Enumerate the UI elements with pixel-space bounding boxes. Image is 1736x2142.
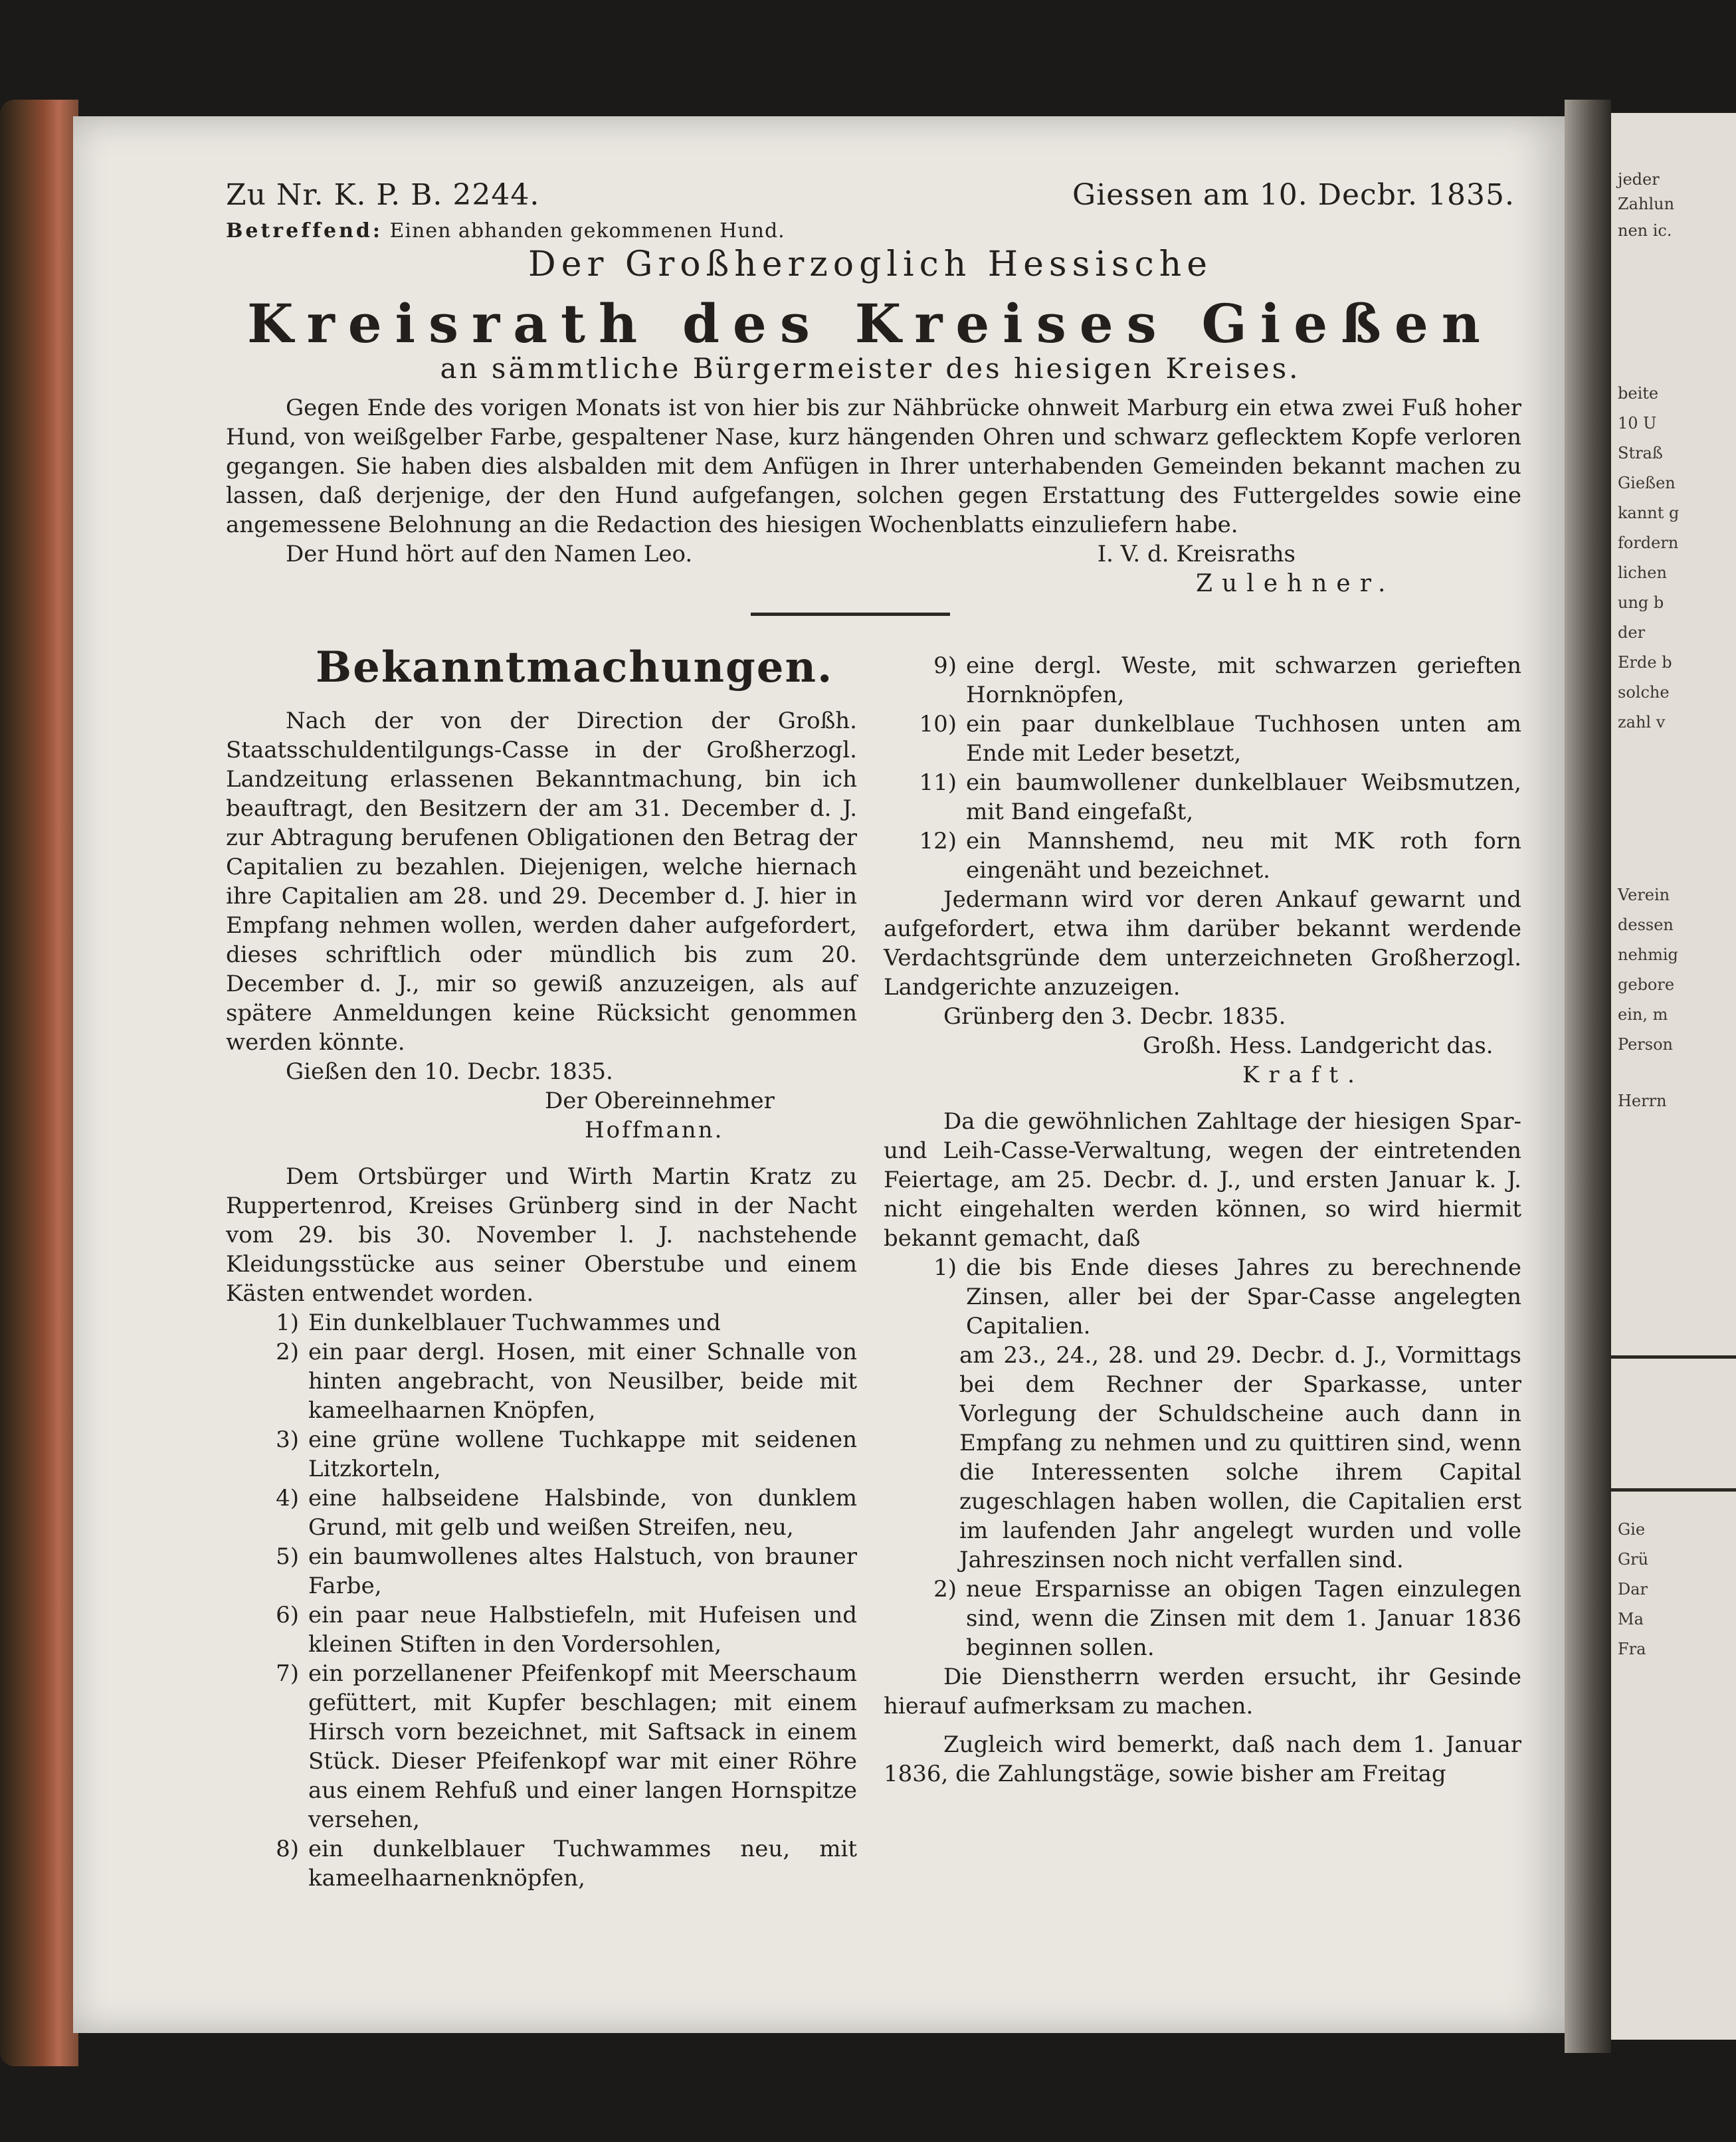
dog-notice-footer [286,539,1521,569]
adjacent-fragment: Gießen [1618,474,1676,492]
subject-text: Einen abhanden gekommenen Hund. [389,219,785,243]
adjacent-fragment: Erde b [1618,653,1672,672]
list-item [226,1308,857,1337]
item-text: eine halbseidene Halsbinde, von dunklem Grund, mit gelb und weißen Streifen, neu, [308,1485,857,1541]
item-text: neue Ersparnisse an obigen Tagen einzulegen sind, wenn die Zinsen mit dem 1. Januar 1836 beginnen sollen. [966,1576,1521,1661]
book-gutter [1565,100,1611,2053]
item-text: ein paar neue Halbstiefeln, mit Hufeisen und kleinen Stiften in den Vordersohlen, [308,1602,857,1658]
item-text: ein porzellanener Pfeifenkopf mit Meerschaum gefüttert, mit Kupfer beschlagen; mit einem Hirsch vorn bezeichnet, mit Saftsack in einem Stück. Dieser Pfeifenkopf war mit einer Röhre aus einem Rehfuß und einer langen Hornspitze versehen, [308,1660,857,1833]
spacer [884,1721,1521,1730]
adjacent-fragment: nehmig [1618,945,1678,964]
notice-2-text: Dem Ortsbürger und Wirth Martin Kratz zu Ruppertenrod, Kreises Grünberg sind in der Nacht vom 29. bis 30. November l. J. nachstehende Kleidungsstücke aus seiner Oberstube und einem Kästen entwendet worden. [226,1163,857,1307]
section-divider [751,613,950,616]
adjacent-fragment: jeder [1618,170,1660,189]
list-item [884,1253,1521,1341]
right-column [884,651,1521,1789]
item-number: 6) [276,1602,299,1628]
list-item [226,1484,857,1542]
subject-line [226,219,785,243]
spacer [226,1145,857,1162]
adjacent-fragment: Herrn [1618,1092,1667,1110]
title-line-1: Der Großherzoglich Hessische [528,244,1212,284]
list-item [884,710,1521,768]
warning-text: Jedermann wird vor deren Ankauf gewarnt und aufgefordert, etwa ihm darüber bekannt werdende Verdachtsgründe dem unterzeichneten Großherzogl. Landgerichte anzuzeigen. [884,886,1521,1001]
adjacent-rule [1611,1488,1736,1492]
item-text: die bis Ende dieses Jahres zu berechnende Zinsen, aller bei der Spar-Casse angelegten Capitalien. [966,1254,1521,1339]
item-number: 9) [933,652,957,679]
dog-name-line: Der Hund hört auf den Namen Leo. [286,541,693,567]
adjacent-fragment: kannt g [1618,504,1680,522]
adjacent-page [1611,113,1736,2040]
notice-1-place: Gießen den 10. Decbr. 1835. [286,1058,613,1085]
adjacent-fragment: Verein [1618,886,1670,904]
notice-3-text: Da die gewöhnlichen Zahltage der hiesigen Spar- und Leih-Casse-Verwaltung, wegen der eintretenden Feiertage, am 25. Decbr. d. J., und ersten Januar k. J. nicht eingehalten werden können, so wird hiermit bekannt gemacht, daß [884,1108,1521,1252]
item-text: ein baumwollener dunkelblauer Weibsmutzen, mit Band eingefaßt, [966,769,1521,825]
list-item [884,651,1521,710]
warning-place: Grünberg den 3. Decbr. 1835. [943,1003,1286,1030]
item-number: 2) [933,1576,957,1603]
dog-notice-sign-2: Zulehner. [1196,570,1395,597]
notice-3-paragraph-b: Die Dienstherrn werden ersucht, ihr Gesinde hierauf aufmerksam zu machen. [884,1664,1521,1719]
adjacent-fragment: solche [1618,683,1670,702]
book-spine [0,100,78,2066]
adjacent-fragment: fordern [1618,534,1679,552]
header-line [226,178,1515,212]
adjacent-fragment: Ma [1618,1610,1644,1628]
item-number: 4) [276,1485,299,1511]
item-number: 3) [276,1426,299,1453]
notice-1-sign-1: Der Obereinnehmer [545,1088,775,1114]
adjacent-fragment: ung b [1618,593,1664,612]
item-text: eine dergl. Weste, mit schwarzen gerieften Hornknöpfen, [966,652,1521,708]
list-item [884,768,1521,827]
place-date: Giessen am 10. Decbr. 1835. [1072,178,1515,212]
left-column [226,641,857,1893]
item-number: 1) [933,1254,957,1281]
item-text: eine grüne wollene Tuchkappe mit seidenen Litzkorteln, [308,1426,857,1482]
adjacent-fragment: lichen [1618,563,1667,582]
item-number: 12) [919,828,957,854]
item-text: ein baumwollenes altes Halstuch, von brauner Farbe, [308,1543,857,1599]
dog-notice-sign-1: I. V. d. Kreisraths [1097,541,1296,567]
list-item [226,1601,857,1659]
title-line-2: Kreisrath des Kreises Gießen [247,292,1494,355]
list-item [226,1425,857,1484]
subject-label: Betreffend: [226,219,383,243]
dog-notice-text: Gegen Ende des vorigen Monats ist von hier bis zur Nähbrücke ohnweit Marburg ein etwa zwei Fuß hoher Hund, von weißgelber Farbe, gespaltener Nase, kurz hängenden Ohren und schwarz geflecktem Kopfe verloren gegangen. Sie haben dies alsbalden mit dem Anfügen in Ihrer unterhabenden Gemeinden bekannt machen zu lassen, daß derjenige, der den Hund aufgefangen, solchen gegen Erstattung des Futtergeldes sowie eine angemessene Belohnung an die Redaction des hiesigen Wochenblatts einzuliefern habe. [226,395,1521,538]
adjacent-fragment: beite [1618,384,1659,403]
item-number: 8) [276,1836,299,1862]
adjacent-fragment: Zahlun [1618,195,1675,213]
adjacent-fragment: ein, m [1618,1005,1668,1024]
list-item [226,1659,857,1834]
list-item [884,827,1521,885]
adjacent-fragment: gebore [1618,975,1675,994]
item-number: 5) [276,1543,299,1570]
item-number: 2) [276,1339,299,1365]
adjacent-fragment: 10 U [1618,414,1657,433]
notice-3-paragraph-c: Zugleich wird bemerkt, daß nach dem 1. Januar 1836, die Zahlungstäge, sowie bisher am Freitag [884,1731,1521,1787]
list-item [884,1575,1521,1662]
adjacent-fragment: Dar [1618,1580,1648,1599]
notice-1-sign-2: Hoffmann. [585,1117,724,1143]
adjacent-fragment: dessen [1618,916,1674,934]
adjacent-fragment: nen ic. [1618,221,1672,240]
adjacent-fragment: zahl v [1618,713,1666,731]
list-item [226,1834,857,1893]
spacer [884,1090,1521,1107]
adjacent-rule [1611,1355,1736,1359]
adjacent-fragment: Fra [1618,1640,1646,1658]
reference-number: Zu Nr. K. P. B. 2244. [226,178,540,212]
item-text: ein paar dergl. Hosen, mit einer Schnalle von hinten angebracht, von Neusilber, beide mit kameelhaarnen Knöpfen, [308,1339,857,1424]
item-text: Ein dunkelblauer Tuchwammes und [308,1310,721,1336]
adjacent-fragment: Person [1618,1035,1673,1054]
item-detail: am 23., 24., 28. und 29. Decbr. d. J., Vormittags bei dem Rechner der Sparkasse, unter Vorlegung der Schuldscheine auch dann in Empfang zu nehmen und zu quittiren sind, wenn die Interessenten solche ihrem Capital zugeschlagen haben wollen, die Capitalien erst im laufenden Jahr angelegt wurden und volle Jahreszinsen noch nicht verfallen sind. [959,1342,1521,1573]
notice-1-text: Nach der von der Direction der Großh. Staatsschuldentilgungs-Casse in der Großherzogl. Landzeitung erlassenen Bekanntmachung, bin ich beauftragt, den Besitzern der am 31. December d. J. zur Abtragung berufenen Obligationen den Betrag der Capitalien zu bezahlen. Diejenigen, welche hiernach ihre Capitalien am 28. und 29. December d. J. hier in Empfang nehmen wollen, werden daher aufgefordert, dieses schriftlich oder mündlich bis zum 20. December d. J., mir so gewiß anzuzeigen, als auf spätere Anmeldungen keine Rücksicht genommen werden könnte. [226,708,857,1056]
item-number: 1) [276,1310,299,1336]
adjacent-fragment: der [1618,623,1646,642]
title-line-3: an sämmtliche Bürgermeister des hiesigen Kreises. [440,352,1301,385]
section-heading: Bekanntmachungen. [316,642,834,692]
item-text: ein dunkelblauer Tuchwammes neu, mit kameelhaarnenknöpfen, [308,1836,857,1892]
list-item [226,1337,857,1425]
adjacent-fragment: Grü [1618,1550,1649,1569]
item-number: 11) [919,769,957,796]
item-number: 10) [919,711,957,737]
item-text: ein paar dunkelblaue Tuchhosen unten am Ende mit Leder besetzt, [966,711,1521,767]
item-number: 7) [276,1660,299,1687]
warning-sign-1: Großh. Hess. Landgericht das. [1143,1032,1494,1059]
warning-sign-2: Kraft. [1242,1062,1364,1088]
list-item [226,1542,857,1601]
adjacent-fragment: Straß [1618,444,1663,462]
item-text: ein Mannshemd, neu mit MK roth forn eingenäht und bezeichnet. [966,828,1521,884]
adjacent-fragment: Gie [1618,1520,1646,1539]
